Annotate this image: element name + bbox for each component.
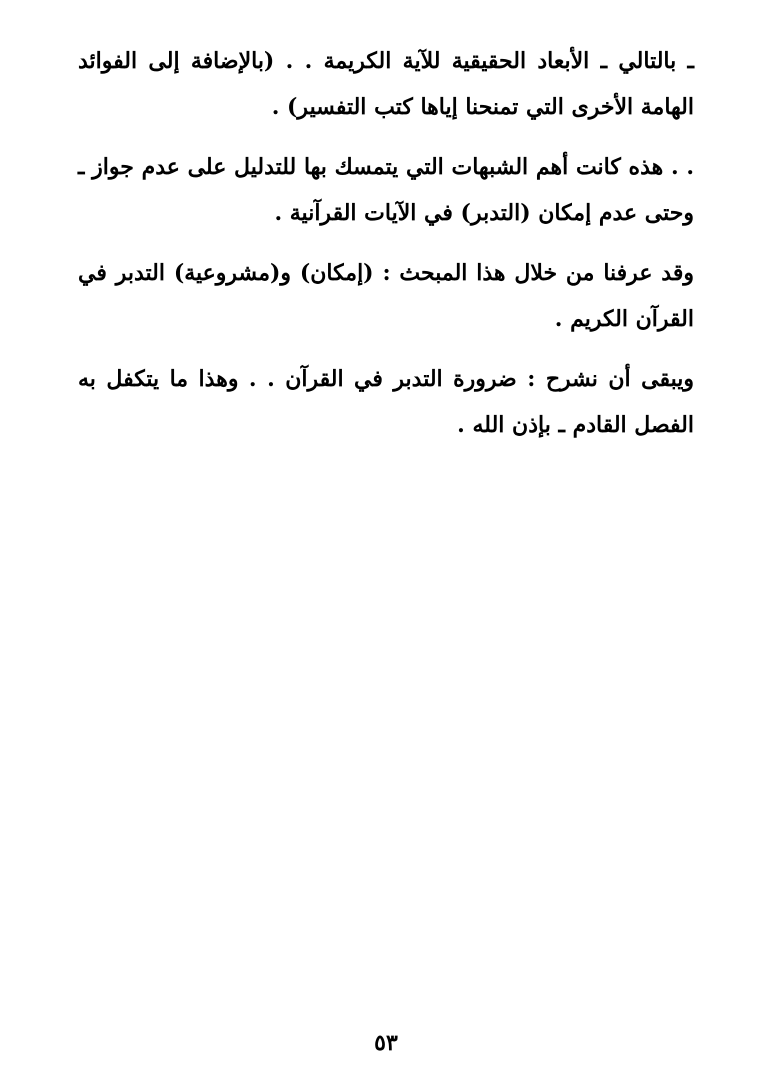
paragraph-1: ـ بالتالي ـ الأبعاد الحقيقية للآية الكريمة . . (بالإضافة إلى الفوائد الهامة الأخرى التي تمنحنا إياها كتب التفسير) . [78,48,694,120]
body-text [78,38,694,462]
paragraph-3: وقد عرفنا من خلال هذا المبحث : (إمكان) و(مشروعية) التدبر في القرآن الكريم . [78,260,694,332]
paragraph-4: ويبقى أن نشرح : ضرورة التدبر في القرآن . . وهذا ما يتكفل به الفصل القادم ـ بإذن الله . [78,366,694,438]
page-number: ٥٣ [374,1030,398,1056]
paragraph-2: . . هذه كانت أهم الشبهات التي يتمسك بها للتدليل على عدم جواز ـ وحتى عدم إمكان (التدبر) في الآيات القرآنية . [78,154,694,226]
